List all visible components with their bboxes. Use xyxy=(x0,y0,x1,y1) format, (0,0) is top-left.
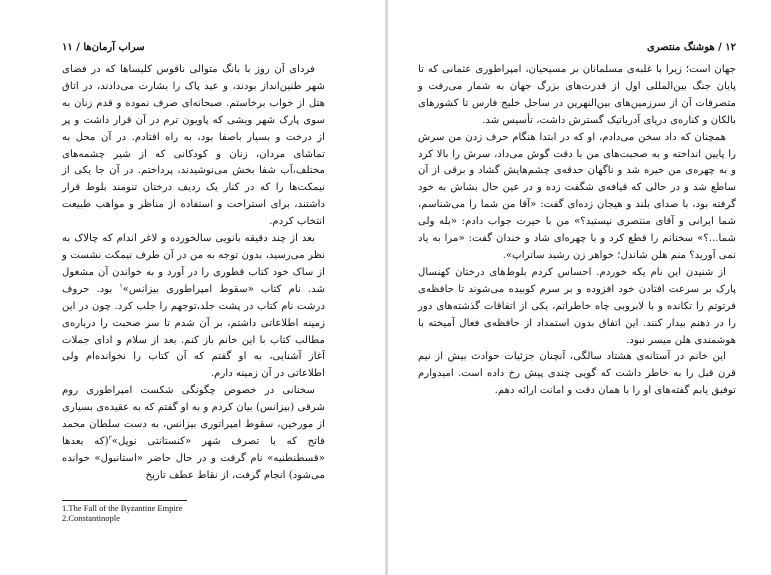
left-paragraph-2 xyxy=(62,231,325,383)
left-page-body xyxy=(62,62,325,485)
left-paragraph-2-text-cont: بود. حروف درشت نام کتاب در پشت جلد،توجهم را جلب کرد. چون در این زمینه اطلاعاتی داشتم، بر آن شدم تا سر صحبت را درباره‌ی مطالب کتاب با این خانم باز کنم. بعد از سلام و ادای جملات آغاز آشنایی، به او گفتم که آن کتاب را نخوانده‌ام ولی اطلاعاتی در آن زمینه دارم. xyxy=(62,283,325,380)
footnote-2: 2.Constantinople xyxy=(62,513,120,523)
right-paragraph-2: همچنان که داد سخن می‌دادم، او که در ابتدا هنگام حرف زدن من سرش را پایین انداخته و به صحبت‌های من با دقت گوش می‌داد، سرش را بالا کرد و به چهره‌ی من خیره شد و ناگهان حدقه‌ی چشم‌هایش گشاد و برقی از آن ساطع شد و در حالی که قیافه‌ی شگفت زده و در عین حال بشاش به خود گرفته بود، با صدای بلند و هیجان زده‌ای گفت: «آقا من شما را می‌شناسم، شما ایرانی و آقای منتصری نیستید؟» من با حیرت جواب دادم: «بله ولی شما...؟» سخنانم را قطع کرد و با چهره‌ای شاد و خندان گفت: «مرا به یاد نمی آورید؟ منم هلن شاندل؛ خواهر زن رشید ساتراپ». xyxy=(418,131,736,261)
left-paragraph-2-text: بعد از چند دقیقه بانویی سالخورده و لاغر اندام که چالاک به نظر می‌رسید، بدون توجه به من در آن طرف نیمکت نشست و از ساک خود کتاب قطوری را در آورد و به خواندن آن مشغول شد. نام کتاب «سقوط امپراطوری بیزانس» xyxy=(62,233,326,295)
footnote-marker-2: ۲ xyxy=(108,434,112,442)
right-page-body xyxy=(418,62,736,400)
right-page-header: ۱۲ / هوشنگ منتصری xyxy=(646,42,736,53)
right-page xyxy=(388,0,771,575)
left-paragraph-3 xyxy=(62,383,325,484)
left-paragraph-1-text: فردای آن روز با بانگ متوالی ناقوس کلیساها که در فضای شهر طنین‌انداز بودند، و عید پاک را بشارت می‌دادند، در اتاق هتل از خواب برخاستم. صبحانه‌ای صرف نموده و قدم زنان به سوی پارک شهر ویشی که پاویون ترم در آن قرار داشت و پر از درخت و بسیار باصفا بود، به راه افتادم. در آن محل به تماشای مردان، زنان و کودکانی که از شیر چشمه‌های مختلف،آب شفا بخش می‌نوشیدند، پرداختم. در آن جا یکی از نیمکت‌ها را که در کنار یک ردیف درختان تنومند بلوط قرار داشتند، برای استراحت و استفاده از مناظر و مواهب طبیعت انتخاب کردم. xyxy=(62,64,325,228)
left-page xyxy=(0,0,385,575)
left-page-header: سراب آرمان‌ها / ۱۱ xyxy=(62,42,145,53)
left-paragraph-3-text-cont: (که بعدها «قسطنطنیه» نام گرفت و در حال حاضر «استانبول» خوانده می‌شود) انجام گرفت، از نقاط عطف تاریخ xyxy=(62,435,325,481)
footnote-marker-1: ۱ xyxy=(119,282,123,290)
right-paragraph-1: جهان است؛ زیرا با غلبه‌ی مسلمانان بر مسیحیان، امپراطوری عثمانی که تا پایان جنگ بین‌المللی اول از قدرت‌های بزرگ جهان به شمار می‌رفت و متصرفات آن از سرزمین‌های بین‌النهرین در ساحل خلیج فارس تا کشورهای بالکان و کناره‌ی دریای آدریاتیک گسترش داشت، تأسیس شد. xyxy=(418,64,736,126)
left-paragraph-1 xyxy=(62,62,325,231)
right-paragraph-3: از شنیدن این نام یکه خوردم. احساس کردم بلوط‌های درختان کهنسال پارک بر سرعت افتادن خود افزوده و بر سرم کوبیده می‌شوند تا حافظه‌ی فرتوتم را تکانده و با لابروبی چاه خاطراتم، یکی از اتفاقات گذشته‌های دور را در ذهنم بیدار کنند. این اتفاق بدون استمداد از حافظه‌ی فعال آمیخته با هوشمندی هلن میسر نبود. xyxy=(418,266,736,346)
footnotes xyxy=(62,500,325,523)
footnote-divider xyxy=(62,500,187,501)
left-paragraph-3-text: سخنانی در خصوص چگونگی شکست امپراطوری روم شرقی (بیزانس) بیان کردم و به او گفتم که به عقیده‌ی بسیاری از مورخین، سقوط امپراتوری بیزانس، به دست سلطان محمد فاتح که با تصرف شهر «کنستانتی نوپل» xyxy=(62,385,325,447)
right-paragraph-4: این خانم در آستانه‌ی هشتاد سالگی، آنچنان جزئیات حوادث بیش از نیم قرن قبل را به خاطر داشت که گویی چندی پیش رخ داده است. امیدوارم توفیق یابم گفته‌های او را با همان دقت و امانت ارائه دهم. xyxy=(418,351,736,397)
footnote-1: 1.The Fall of the Byzantine Empire xyxy=(62,503,183,513)
